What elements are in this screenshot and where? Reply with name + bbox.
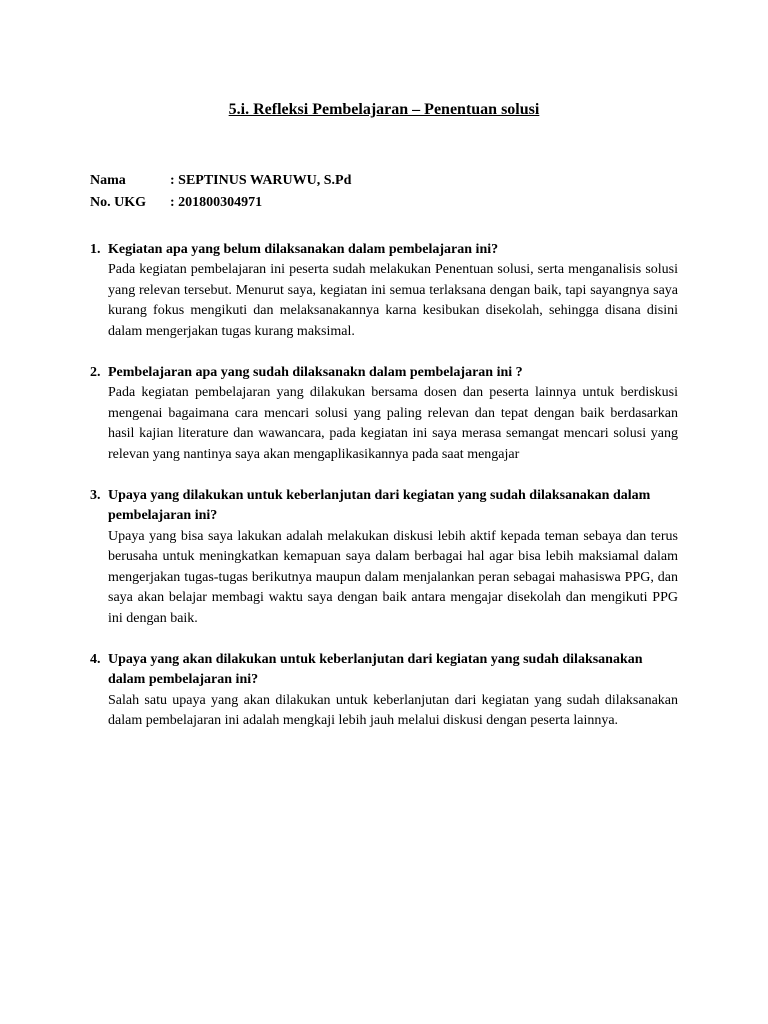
question-body — [108, 650, 678, 732]
question-text: Kegiatan apa yang belum dilaksanakan dalam pembelajaran ini? — [108, 242, 499, 257]
question-number: 1. — [90, 242, 101, 257]
question-number: 2. — [90, 365, 101, 381]
answer-text: Pada kegiatan pembelajaran yang dilakukan bersama dosen dan peserta lainnya untuk berdiskusi mengenai bagaimana cara mencari solusi yang paling relevan dan tepat dengan baik berdasarkan hasil kajian literature dan wawancara, pada kegiatan ini saya merasa semangat mencari solusi yang relevan yang nantinya saya akan mengaplikasikannya pada saat mengajar — [108, 385, 678, 462]
question-body — [108, 240, 678, 342]
page-title: 5.i. Refleksi Pembelajaran – Penentuan solusi — [228, 101, 540, 118]
name-value: : SEPTINUS WARUWU, S.Pd — [170, 173, 352, 188]
ukg-label: No. UKG — [90, 195, 146, 210]
answer-text: Pada kegiatan pembelajaran ini peserta sudah melakukan Penentuan solusi, serta menganalisis solusi yang relevan tersebut. Menurut saya, kegiatan ini semua terlaksana dengan baik, tapi sayangnya saya kurang fokus mengikuti dan melaksanakannya karna kesibukan disekolah, sehingga disana disini dalam mengerjakan tugas kurang maksimal. — [108, 262, 678, 339]
question-body — [108, 486, 678, 629]
ukg-value: : 201800304971 — [170, 195, 263, 210]
question-item — [90, 486, 678, 629]
answer-text: Upaya yang bisa saya lakukan adalah melakukan diskusi lebih aktif kepada teman sebaya dan terus berusaha untuk meningkatkan kemapuan saya dalam berbagai hal agar bisa lebih maksiamal dalam mengerjakan tugas-tugas berikutnya maupun dalam menjalankan peran sebagai mahasiswa PPG, dan saya akan belajar membagi waktu saya dengan baik antara mengajar disekolah dan mengikuti PPG ini dengan baik. — [108, 528, 678, 626]
question-item — [90, 240, 678, 342]
question-number: 4. — [90, 651, 101, 667]
question-text: Upaya yang akan dilakukan untuk keberlanjutan dari kegiatan yang sudah dilaksanakan dalam pembelajaran ini? — [108, 651, 643, 688]
question-list — [90, 240, 678, 753]
question-item — [90, 650, 678, 732]
question-item — [90, 363, 678, 465]
answer-text: Salah satu upaya yang akan dilakukan untuk keberlanjutan dari kegiatan yang sudah dilaksanakan dalam pembelajaran ini adalah mengkaji lebih jauh melalui diskusi dengan peserta lainnya. — [108, 692, 678, 729]
identity-block — [90, 170, 351, 214]
question-body — [108, 363, 678, 465]
ukg-row — [90, 192, 351, 214]
question-number: 3. — [90, 488, 101, 504]
name-row — [90, 170, 351, 192]
question-text: Upaya yang dilakukan untuk keberlanjutan dari kegiatan yang sudah dilaksanakan dalam pembelajaran ini? — [108, 488, 651, 524]
question-text: Pembelajaran apa yang sudah dilaksanakn dalam pembelajaran ini ? — [108, 365, 523, 381]
name-label: Nama — [90, 173, 126, 188]
